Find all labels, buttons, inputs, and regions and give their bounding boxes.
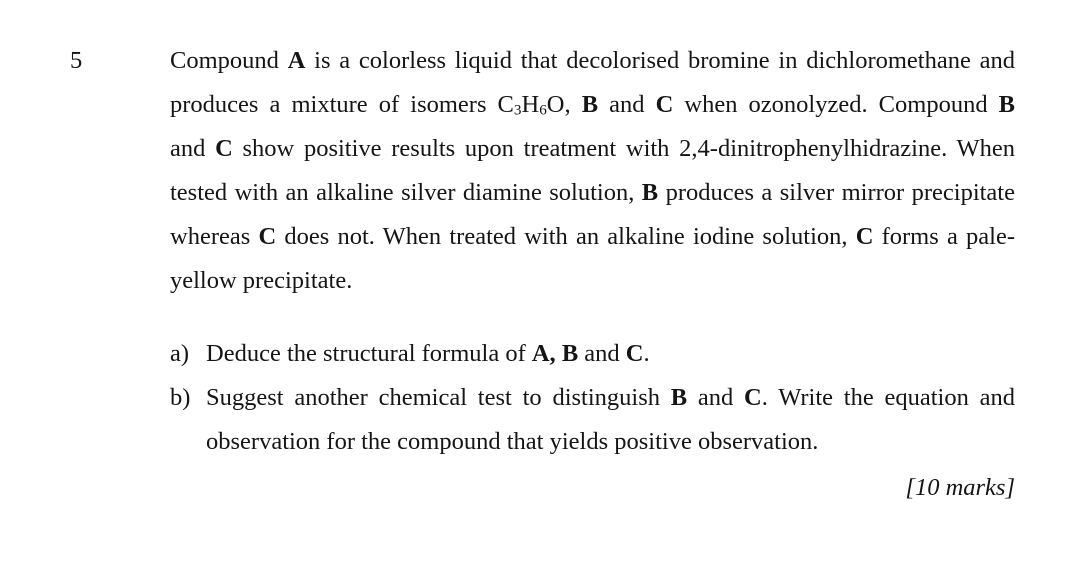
subquestion-label: b) [170,384,191,411]
text-segment: A [287,47,306,74]
text-segment: show positive results upon treatment with 2,4-dinitrophenylhidrazine. When [232,135,1015,162]
text-segment: forms a pale- [873,223,1016,250]
marks-label: [10 marks] [905,474,1015,501]
text-line [170,39,1015,83]
text-line [206,376,1015,420]
subquestion-row [170,376,1015,464]
text-line [206,420,1015,464]
text-segment: C [744,384,762,411]
subquestion-list [170,332,1015,464]
text-segment: H [521,91,540,118]
question-block [170,39,1015,510]
text-segment: Deduce the structural formula of [206,340,532,367]
text-segment: and [170,135,216,162]
text-segment: C [655,91,674,118]
text-segment: B [561,340,579,367]
text-segment: 6 [539,101,547,119]
text-segment: A, [531,340,556,367]
text-segment: Suggest another chemical test to distinguish [206,384,671,411]
text-segment: C [625,340,644,367]
text-segment: B [670,384,688,411]
subquestion-row [170,332,1015,376]
text-segment: and [598,91,656,118]
text-segment: does not. When treated with an alkaline iodine solution, [276,223,856,250]
text-segment: C [215,135,233,162]
text-segment: B [998,91,1015,118]
text-line [206,332,1015,376]
text-segment: C [258,223,277,250]
text-segment: B [581,91,599,118]
text-segment: observation for the compound that yields positive observation. [206,428,819,455]
text-segment: and [687,384,745,411]
text-segment: produces a mixture of isomers C [170,91,514,118]
text-segment: O, [546,91,582,118]
text-segment: produces a silver mirror precipitate [658,179,1015,206]
text-line [170,127,1015,171]
question-paragraph [170,39,1015,303]
text-segment: . Write the equation and [761,384,1015,411]
text-segment: tested with an alkaline silver diamine solution, [170,179,642,206]
text-segment: and [578,340,626,367]
text-segment: when ozonolyzed. Compound [673,91,999,118]
question-number: 5 [70,47,83,74]
text-segment: C [855,223,874,250]
text-segment: . [643,340,650,367]
text-segment: is a colorless liquid that decolorised bromine in dichloromethane and [305,47,1016,74]
text-segment: B [641,179,659,206]
text-segment: yellow precipitate. [170,267,353,294]
text-segment: 3 [513,101,522,119]
text-line [170,215,1015,259]
text-line [170,259,1015,303]
text-line [170,171,1015,215]
text-line [170,83,1015,127]
text-segment: whereas [170,223,259,250]
subquestion-label: a) [170,340,190,367]
text-segment: Compound [170,47,288,74]
